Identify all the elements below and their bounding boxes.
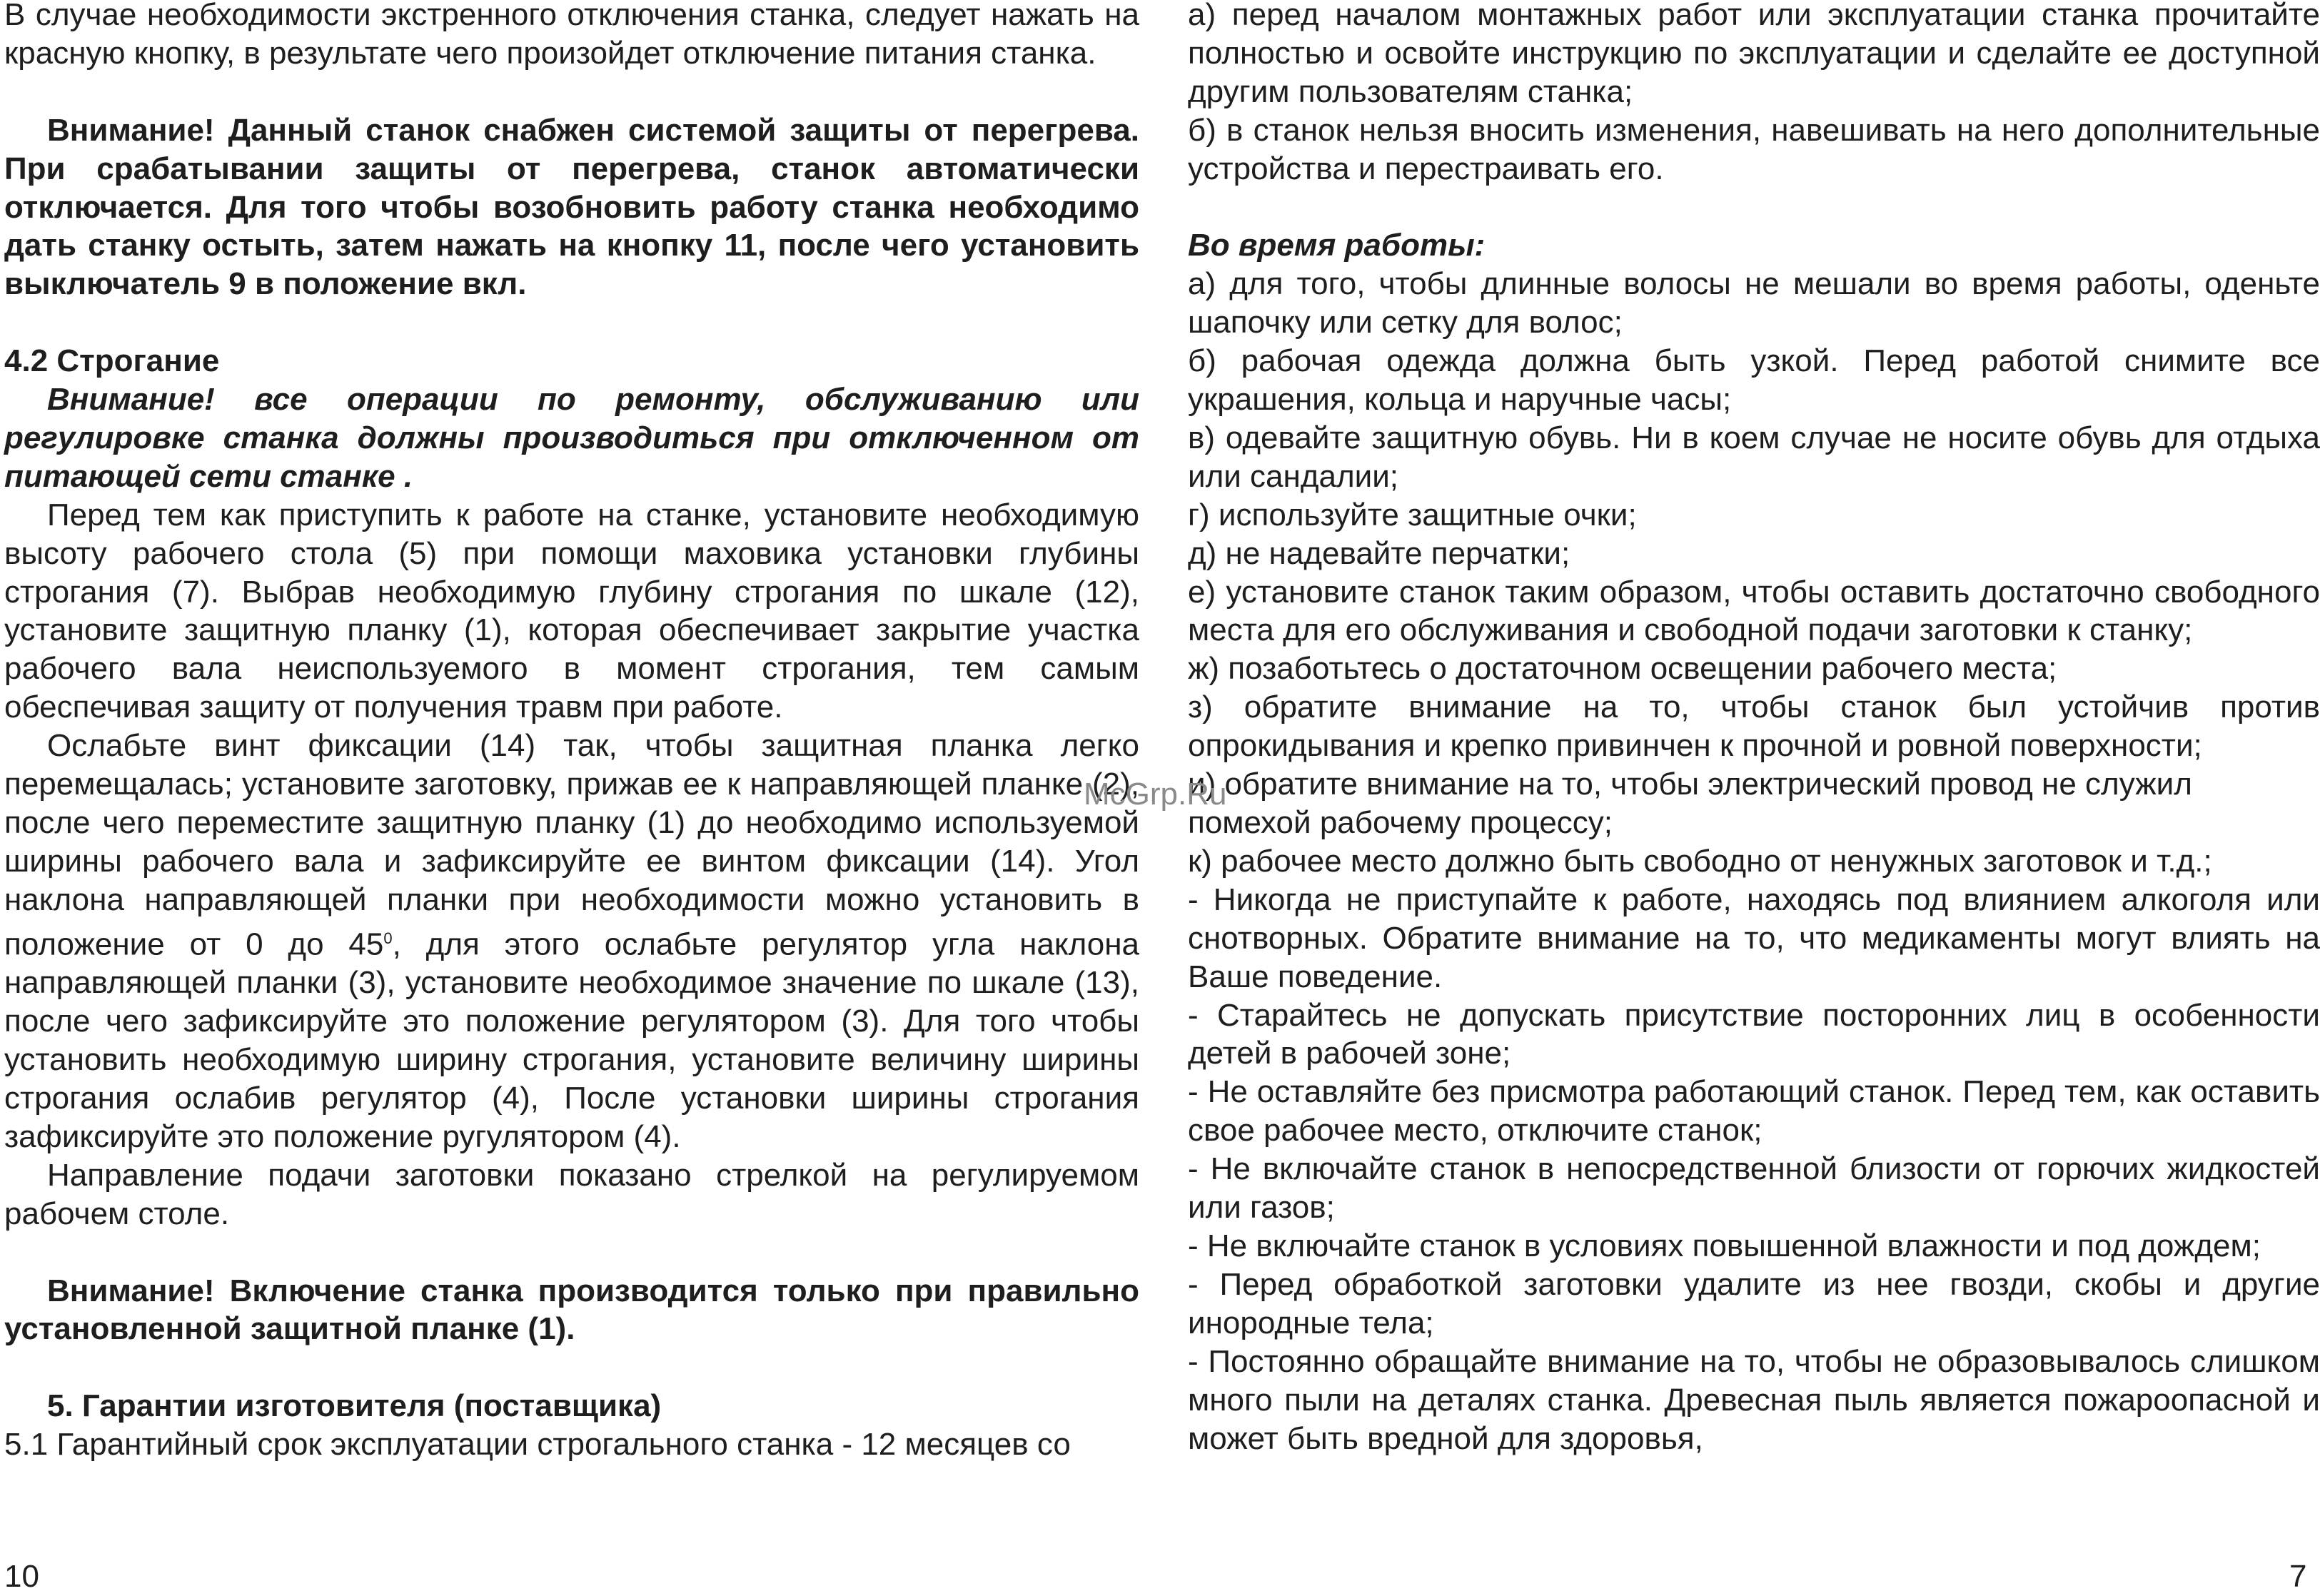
list-item-hair: а) для того, чтобы длинные волосы не мешали во время работы, оденьте шапочку или сетку для волос; [1188,266,2320,340]
paragraph-feed-direction: Направление подачи заготовки показано стрелкой на регулируемом рабочем столе. [4,1157,1139,1231]
page-number-right: 7 [2289,1559,2307,1594]
warning-maintenance-disconnected: Внимание! все операции по ремонту, обслуживанию или регулировке станка должны производиться при отключенном от питающей сети станке . [4,382,1139,494]
list-item-stability: з) обратите внимание на то, чтобы станок был устойчив против опрокидывания и крепко привинчен к прочной и ровной поверхности; [1188,690,2320,764]
list-item-alcohol: - Никогда не приступайте к работе, находясь под влиянием алкоголя или снотворных. Обратите внимание на то, что медикаменты могут влиять на Ваше поведение. [1188,882,2320,994]
list-item-clothing: б) рабочая одежда должна быть узкой. Перед работой снимите все украшения, кольца и наручные часы; [1188,343,2320,418]
list-item-outsiders: - Старайтесь не допускать присутствие посторонних лиц в особенности детей в рабочей зоне; [1188,997,2320,1071]
paragraph-emergency-stop: В случае необходимости экстренного отключения станка, следует нажать на красную кнопку, в результате чего произойдет отключение питания станка. [4,0,1139,71]
warning-overheat-protection: Внимание! Данный станок снабжен системой защиты от перегрева. При срабатывании защиты от перегрева, станок автоматически отключается. Для того чтобы возобновить работу станка необходимо дать станку остыть, затем нажать на кнопку 11, после чего установить выключатель 9 в положение вкл. [4,112,1139,302]
list-item-lighting: ж) позаботьтесь о достаточном освещении рабочего места; [1188,651,2057,687]
page-number-left: 10 [4,1559,39,1594]
subheading-during-work: Во время работы: [1188,228,1486,263]
paragraph-guard-adjustment: Ослабьте винт фиксации (14) так, чтобы защитная планка легко перемещалась; установите заготовку, прижав ее к направляющей планке (2), после чего переместите защитную планку (1) до необходимо используемой ширины рабочего вала и зафиксируйте ее винтом фиксации (14). Угол наклона направляющей планки при необходимости можно установить в положение от 0 до $45^0$, для этого ослабьте регулятор угла наклона направляющей планки (3), установите необходимое значение по шкале (13), после чего зафиксируйте это положение регулятором (3). Для того чтобы установить необходимую ширину строгания, установите величину ширины строгания ослабив регулятор (4), После установки ширины строгания зафиксируйте это положение ругулятором (4). [4,728,1139,1154]
list-item-no-modifications: б) в станок нельзя вносить изменения, навешивать на него дополнительные устройства и перестраивать его. [1188,112,2320,186]
list-item-cable: и) обратите внимание на то, чтобы электрический провод не служил помехой рабочему процессу; [1188,767,2192,841]
list-item-dust: - Постоянно обращайте внимание на то, чтобы не образовывалось слишком много пыли на деталях станка. Древесная пыль является пожароопасной и может быть вредной для здоровья, [1188,1343,2320,1456]
list-item-goggles: г) используйте защитные очки; [1188,497,1637,532]
list-item-gloves: д) не надевайте перчатки; [1188,535,1570,571]
list-item-flammables: - Не включайте станок в непосредственной близости от горючих жидкостей или газов; [1188,1151,2320,1226]
list-item-unattended: - Не оставляйте без присмотра работающий станок. Перед тем, как оставить свое рабочее место, отключите станок; [1188,1074,2320,1148]
list-item-foreign-objects: - Перед обработкой заготовки удалите из нее гвозди, скобы и другие инородные тела; [1188,1266,2320,1340]
list-item-footwear: в) одевайте защитную обувь. Ни в коем случае не носите обувь для отдыха или сандалии; [1188,420,2320,494]
left-page-column [4,0,1139,1464]
degree-mark: 0 [383,929,393,947]
paragraph-table-height: Перед тем как приступить к работе на станке, установите необходимую высоту рабочего стола (5) при помощи маховика установки глубины строгания (7). Выбрав необходимую глубину строгания по шкале (12), установите защитную планку (1), которая обеспечивает закрытие участка рабочего вала неиспользуемого в момент строгания, тем самым обеспечивая защиту от получения травм при работе. [4,497,1139,725]
list-item-placement: е) установите станок таким образом, чтобы оставить достаточно свободного места для его обслуживания и свободной подачи заготовки к станку; [1188,574,2320,648]
list-item-read-manual: а) перед началом монтажных работ или эксплуатации станка прочитайте полностью и освойте инструкцию по эксплуатации и сделайте ее доступной другим пользователям станка; [1188,0,2320,109]
list-item-humidity: - Не включайте станок в условиях повышенной влажности и под дождем; [1188,1228,2261,1263]
section-heading-planing: 4.2 Строгание [4,343,220,379]
section-heading-warranty: 5. Гарантии изготовителя (поставщика) [47,1388,662,1424]
list-item-workplace-clear: к) рабочее место должно быть свободно от ненужных заготовок и т.д.; [1188,843,2212,879]
paragraph-warranty-period: 5.1 Гарантийный срок эксплуатации строгального станка - 12 месяцев со [4,1427,1071,1463]
watermark: McGrp.Ru [1084,777,1227,812]
right-page-column [1188,0,2320,1458]
warning-guard-installed: Внимание! Включение станка производится только при правильно установленной защитной планке (1). [4,1273,1139,1347]
